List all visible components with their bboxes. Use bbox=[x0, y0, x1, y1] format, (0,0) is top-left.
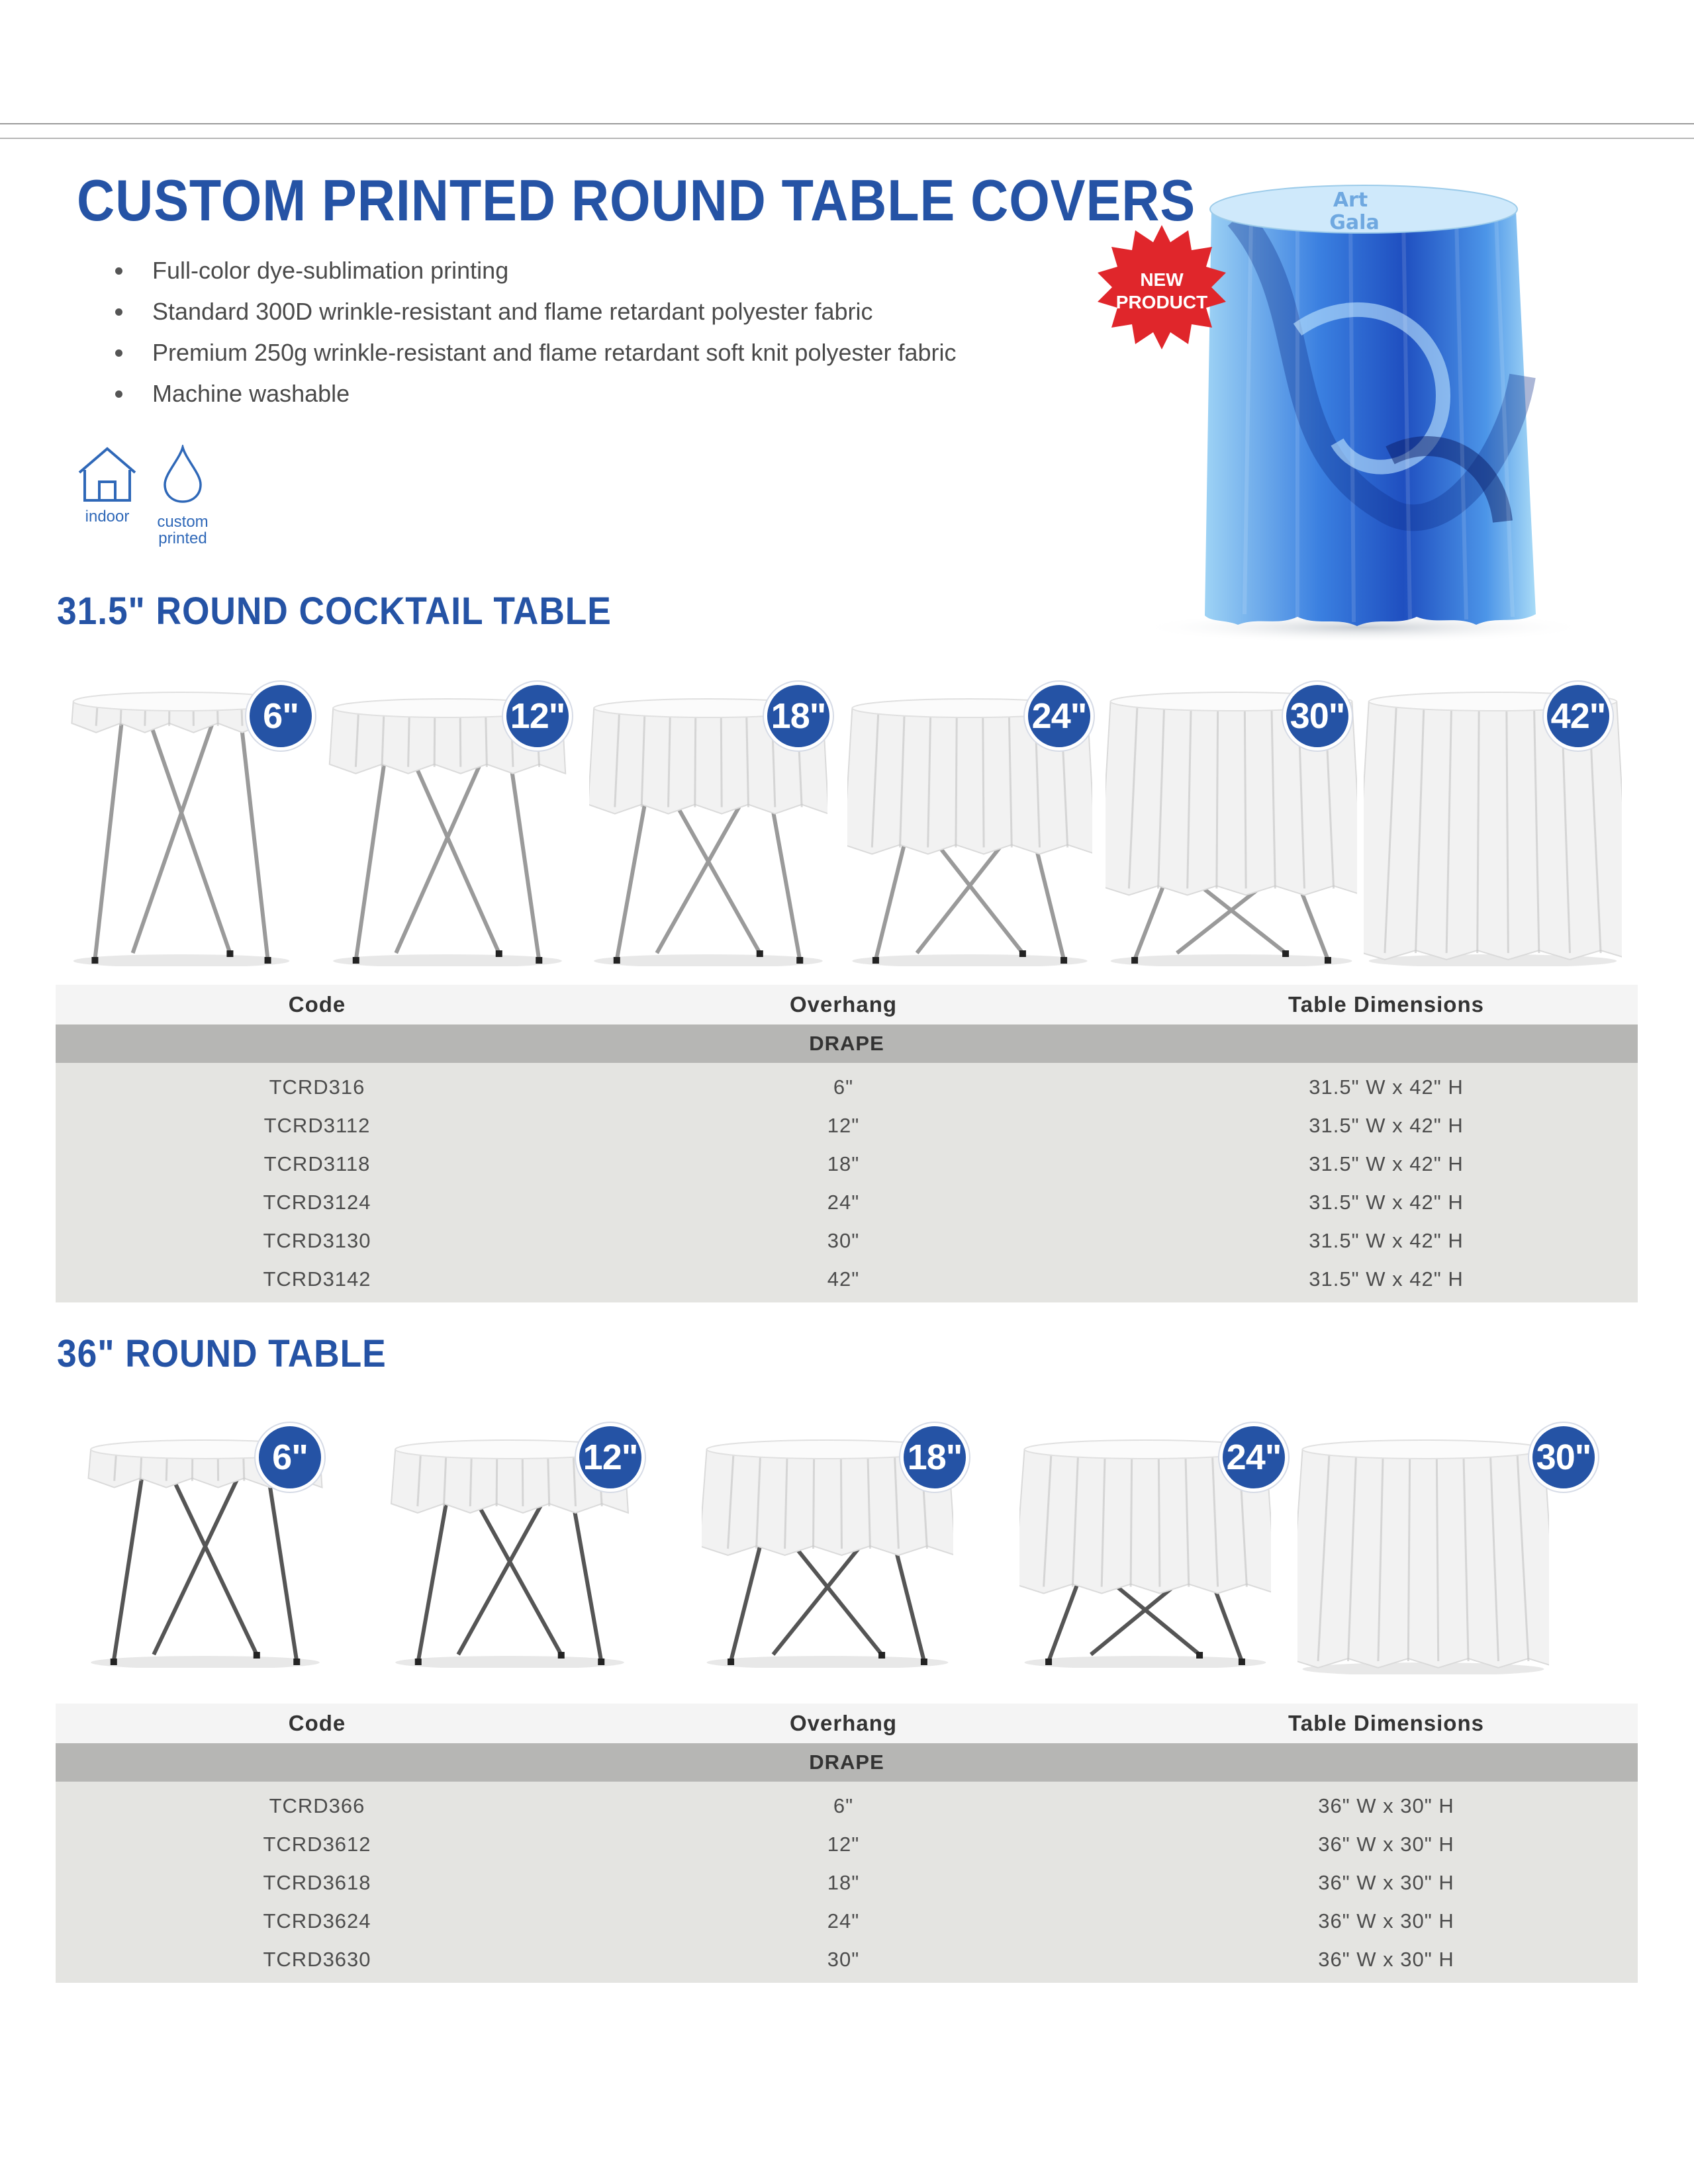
overhang-badge: 6" bbox=[256, 1423, 324, 1492]
table-group-row: DRAPE bbox=[56, 1024, 1638, 1063]
feature-item: Premium 250g wrinkle-resistant and flame retardant soft knit polyester fabric bbox=[111, 332, 957, 373]
page-title: CUSTOM PRINTED ROUND TABLE COVERS bbox=[77, 167, 1196, 233]
header-overhang: Overhang bbox=[789, 1711, 898, 1735]
table-row: TCRD366 6" 36" W x 30" H bbox=[269, 1794, 1454, 1817]
custom-printed-feature bbox=[143, 445, 222, 547]
droplet-icon bbox=[160, 445, 206, 504]
header-overhang: Overhang bbox=[789, 992, 898, 1017]
top-rule-secondary bbox=[0, 138, 1694, 139]
table-row: TCRD3612 12" 36" W x 30" H bbox=[263, 1833, 1454, 1856]
table-row: TCRD3624 24" 36" W x 30" H bbox=[263, 1909, 1454, 1933]
feature-list bbox=[111, 250, 957, 414]
table-row: TCRD316 6" 31.5" W x 42" H bbox=[269, 1075, 1464, 1099]
table-row: TCRD3618 18" 36" W x 30" H bbox=[263, 1871, 1454, 1894]
bullet-icon bbox=[115, 349, 122, 357]
indoor-label: indoor bbox=[85, 508, 130, 525]
printed-label: printed bbox=[158, 529, 207, 547]
top-rule bbox=[0, 123, 1694, 124]
draped-table-image bbox=[1297, 1430, 1549, 1678]
table-row: TCRD3112 12" 31.5" W x 42" H bbox=[263, 1114, 1464, 1137]
product-label: PRODUCT bbox=[1115, 292, 1208, 312]
table-header-row bbox=[56, 985, 1638, 1024]
overhang-badge: 30" bbox=[1529, 1423, 1598, 1492]
indoor-feature bbox=[68, 445, 147, 525]
table-row: TCRD3118 18" 31.5" W x 42" H bbox=[263, 1152, 1464, 1175]
house-icon bbox=[75, 445, 139, 504]
table-body bbox=[56, 1782, 1638, 1983]
table-row: TCRD3630 30" 36" W x 30" H bbox=[263, 1948, 1454, 1971]
table-header-row bbox=[56, 1704, 1638, 1743]
header-dimensions: Table Dimensions bbox=[1288, 1711, 1484, 1735]
overhang-badge: 6" bbox=[246, 682, 315, 751]
hero-table-image bbox=[1099, 177, 1602, 641]
round36-section-title: 36" ROUND TABLE bbox=[57, 1332, 387, 1375]
cocktail-section-title: 31.5" ROUND COCKTAIL TABLE bbox=[57, 590, 612, 633]
hero-print-line2: Gala bbox=[1329, 211, 1380, 234]
table-row: TCRD3130 30" 31.5" W x 42" H bbox=[263, 1229, 1464, 1252]
overhang-badge: 42" bbox=[1544, 682, 1613, 751]
header-code: Code bbox=[288, 1711, 346, 1735]
bullet-icon bbox=[115, 267, 122, 275]
hero-print-line1: Art bbox=[1333, 189, 1368, 212]
overhang-badge: 24" bbox=[1219, 1423, 1288, 1492]
overhang-badge: 30" bbox=[1283, 682, 1352, 751]
bullet-icon bbox=[115, 390, 122, 398]
table-row: TCRD3142 42" 31.5" W x 42" H bbox=[263, 1267, 1464, 1291]
overhang-badge: 12" bbox=[503, 682, 572, 751]
custom-label: custom bbox=[157, 513, 209, 531]
cocktail-spec-table bbox=[56, 985, 1638, 1302]
bullet-icon bbox=[115, 308, 122, 316]
overhang-badge: 18" bbox=[900, 1423, 969, 1492]
table-body bbox=[56, 1063, 1638, 1302]
table-row: TCRD3124 24" 31.5" W x 42" H bbox=[263, 1191, 1464, 1214]
header-dimensions: Table Dimensions bbox=[1288, 992, 1484, 1017]
overhang-badge: 12" bbox=[576, 1423, 645, 1492]
header-code: Code bbox=[288, 992, 346, 1017]
overhang-badge: 18" bbox=[764, 682, 833, 751]
table-group-row: DRAPE bbox=[56, 1743, 1638, 1782]
new-label: NEW bbox=[1140, 269, 1184, 290]
overhang-badge: 24" bbox=[1025, 682, 1094, 751]
new-product-badge bbox=[1092, 222, 1231, 361]
feature-item: Standard 300D wrinkle-resistant and flame retardant polyester fabric bbox=[111, 291, 957, 332]
feature-item: Full-color dye-sublimation printing bbox=[111, 250, 957, 291]
feature-item: Machine washable bbox=[111, 373, 957, 414]
round36-spec-table bbox=[56, 1704, 1638, 1983]
